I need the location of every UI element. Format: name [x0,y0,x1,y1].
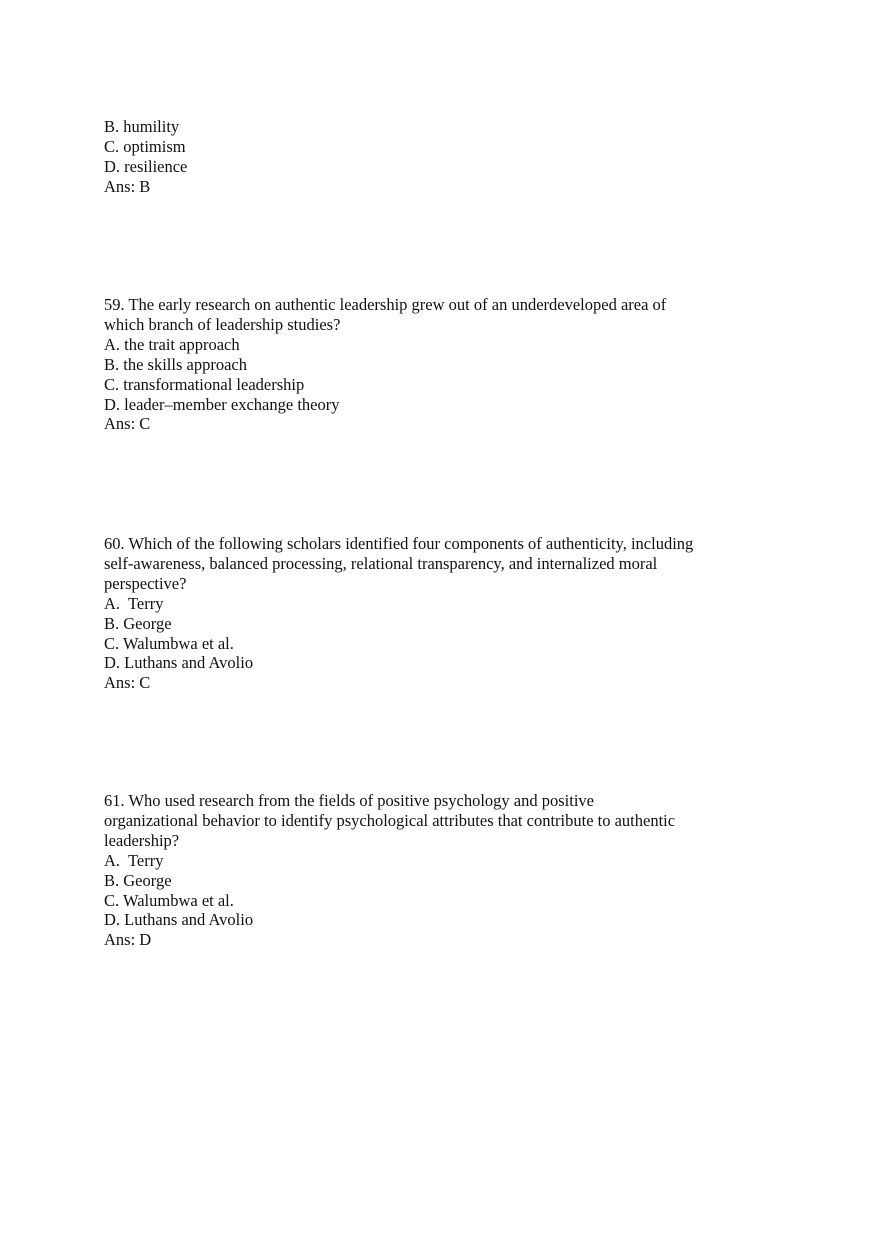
option-c: C. Walumbwa et al. [104,633,234,653]
question-text: leadership? [104,830,180,850]
answer: Ans: C [104,673,151,693]
option-d: D. resilience [104,156,188,176]
option-d: D. leader–member exchange theory [104,394,340,414]
question-text: 61. Who used research from the fields of positive psychology and positive [104,791,595,810]
option-a: A. Terry [104,593,164,613]
question-text: organizational behavior to identify psychological attributes that contribute to authentic [104,810,676,830]
option-b: B. humility [104,117,180,136]
question-text: self-awareness, balanced processing, relational transparency, and internalized moral [104,553,658,573]
question-61 [104,791,744,950]
option-c: C. transformational leadership [104,374,305,394]
question-text: 60. Which of the following scholars identified four components of authenticity, including [104,534,694,553]
option-b: B. the skills approach [104,354,247,374]
question-59 [104,295,744,434]
option-d: D. Luthans and Avolio [104,653,254,673]
option-b: B. George [104,613,172,633]
answer: Ans: C [104,414,151,434]
question-58-tail [104,117,744,197]
question-text: which branch of leadership studies? [104,314,341,334]
answer: Ans: B [104,176,151,196]
option-c: C. optimism [104,136,186,156]
question-text: 59. The early research on authentic leadership grew out of an underdeveloped area of [104,295,667,314]
option-c: C. Walumbwa et al. [104,890,234,910]
option-d: D. Luthans and Avolio [104,910,254,930]
question-text: perspective? [104,573,187,593]
option-a: A. the trait approach [104,334,240,354]
option-a: A. Terry [104,850,164,870]
answer: Ans: D [104,930,152,950]
question-60 [104,534,744,693]
option-b: B. George [104,870,172,890]
